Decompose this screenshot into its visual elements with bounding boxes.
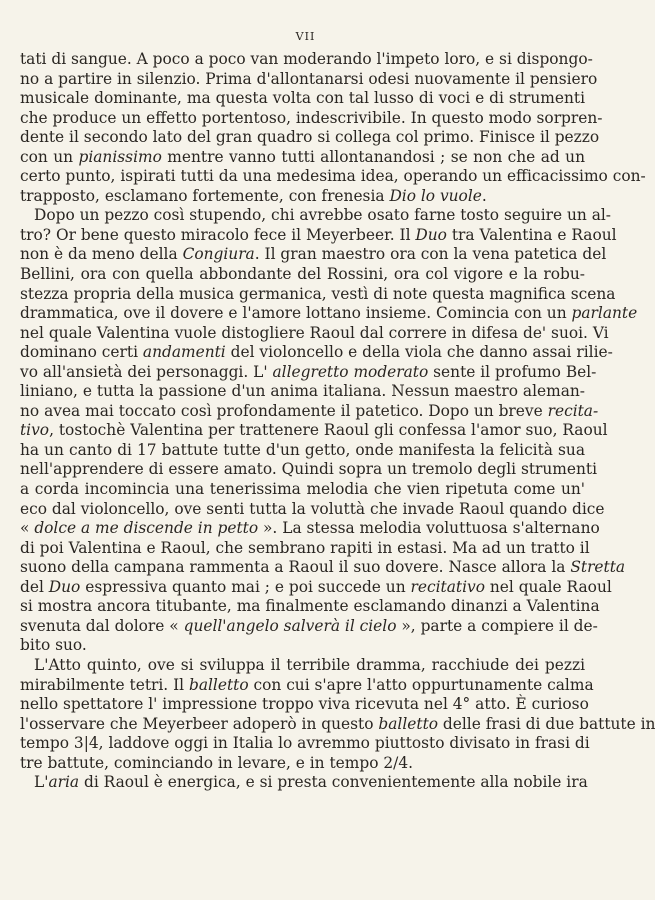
text-line [20,187,585,207]
text-line [20,773,588,793]
text-line [20,636,585,656]
text-line [20,538,590,559]
text-line [20,597,600,617]
text-line [20,148,585,168]
text-run: nello spettatore l' impressione troppo viva ricevuta nel 4° atto. È curioso [20,695,589,714]
text-run: , tostochè Valentina per trattenere Raoul gli confessa l'amor suo, Raoul [49,421,608,440]
text-line [20,421,608,441]
text-run: stezza propria della musica germanica, vestì di note questa magnifica scena [20,284,616,303]
text-line [20,675,594,696]
text-run: che produce un effetto portentoso, indescrivibile. In questo modo sorpren- [20,108,603,127]
text-line [20,362,597,383]
italic-term: Duo [415,225,447,244]
page-number: VII [295,30,316,43]
text-line [20,480,585,500]
text-run: no a partire in silenzio. Prima d'allontanarsi odesi nuovamente il pensiero [20,69,598,88]
text-run: del violoncello e della viola che danno assai rilie- [225,343,613,362]
text-run: trapposto, esclamano fortemente, con frenesia [20,186,390,205]
text-run: drammatica, ove il dovere e l'amore lottano insieme. Comincia con un [20,304,572,323]
italic-term: tivo [20,421,50,440]
text-line [20,519,600,539]
text-line [20,616,598,637]
text-line [20,167,646,187]
text-line [20,401,599,422]
text-line [20,577,612,598]
text-line [20,499,605,520]
text-run: non è da meno della [20,245,183,264]
text-run: L' [34,773,49,792]
italic-term: balletto [188,675,249,694]
italic-term: Dio lo vuole [389,186,482,205]
text-line [20,245,607,265]
text-line [20,108,603,129]
text-line [20,695,589,715]
text-line [20,265,585,285]
body-text [20,50,655,793]
text-line [20,206,612,226]
text-run: svenuta dal dolore « [20,616,184,635]
italic-term: Duo [48,577,81,596]
text-run: tro? Or bene questo miracolo fece il Meyerbeer. Il [20,225,416,244]
italic-term: balletto [378,714,439,733]
italic-term: recitativo [410,577,485,596]
text-line [20,656,585,676]
text-run: dominano certi [20,343,143,362]
text-run: con cui s'apre l'atto oppurtunamente calma [248,675,594,694]
text-line [20,69,598,90]
italic-term: dolce a me discende in petto [34,519,259,538]
text-run: « [20,519,35,538]
text-run: no avea mai toccato così profondamente il patetico. Dopo un breve [20,401,548,420]
text-run: vo all'ansietà dei personaggi. L' [20,362,273,381]
italic-term: pianissimo [78,147,162,166]
text-run: certo punto, ispirati tutti da una medesima idea, operando un efficacissimo con- [20,167,646,186]
italic-term: Congiura [182,245,255,264]
text-run: con un [20,147,79,166]
italic-term: andamenti [142,343,226,362]
text-run: nel quale Raoul [484,577,612,596]
text-run: L'Atto quinto, ove si sviluppa il terribile dramma, racchiude dei pezzi [34,655,585,674]
text-run: di poi Valentina e Raoul, che sembrano rapiti in estasi. Ma ad un tratto il [20,538,590,557]
text-line [20,558,626,578]
text-run: tra Valentina e Raoul [446,225,617,244]
text-line [20,284,616,305]
text-run: mirabilmente tetri. Il [20,675,189,694]
text-run: tempo 3|4, laddove oggi in Italia lo avremmo piuttosto divisato in frasi di [20,734,590,753]
text-run: suono della campana rammenta a Raoul il suo dovere. Nasce allora la [20,558,571,577]
text-line [20,754,585,774]
text-run: musicale dominante, ma questa volta con tal lusso di voci e di strumenti [20,89,585,108]
italic-term: quell'angelo salverà il cielo [183,616,397,635]
text-run: Dopo un pezzo così stupendo, chi avrebbe osato farne tosto seguire un al- [34,206,612,225]
text-line [20,304,638,324]
text-run: . [481,186,487,205]
italic-term: allegretto moderato [272,362,429,381]
text-run: del [20,577,49,596]
text-run: dente il secondo lato del gran quadro si collega col primo. Finisce il pezzo [20,128,600,147]
italic-term: recita- [547,401,599,420]
italic-term: Stretta [570,558,626,577]
text-run: nel quale Valentina vuole distogliere Raoul dal correre in difesa de' suoi. Vi [20,323,609,342]
text-run: ». La stessa melodia voluttuosa s'alternano [258,519,600,538]
text-line [20,343,613,363]
text-run: delle frasi di due battute in [438,714,655,733]
text-run: ha un canto di 17 battute tutte d'un getto, onde manifesta la felicità sua [20,440,585,459]
text-line [20,734,590,754]
text-run: sente il profumo Bel- [428,362,597,381]
text-run: l'osservare che Meyerbeer adoperò in questo [20,714,379,733]
text-line [20,714,655,735]
text-run: si mostra ancora titubante, ma finalmente esclamando dinanzi a Valentina [20,597,600,616]
text-run: . Il gran maestro ora con la vena patetica del [254,245,607,264]
text-run: mentre vanno tutti allontanandosi ; se non che ad un [161,147,585,166]
text-run: liniano, e tutta la passione d'un anima italiana. Nessun maestro aleman- [20,382,585,401]
text-run: espressiva quanto mai ; e poi succede un [80,577,411,596]
text-run: », parte a compiere il de- [396,616,598,635]
text-run: nell'apprendere di essere amato. Quindi sopra un tremolo degli strumenti [20,460,598,479]
text-run: tre battute, cominciando in levare, e in tempo 2/4. [20,753,414,772]
text-run: eco dal violoncello, ove senti tutta la voluttà che invade Raoul quando dice [20,499,605,518]
text-line [20,382,585,402]
italic-term: parlante [571,304,638,323]
text-run: di Raoul è energica, e si presta convenientemente alla nobile ira [79,773,588,792]
text-line [20,225,617,246]
text-run: Bellini, ora con quella abbondante del Rossini, ora col vigore e la robu- [20,265,585,284]
text-line [20,460,598,480]
text-run: a corda incomincia una tenerissima melodia che vien ripetuta come un' [20,480,585,499]
text-line [20,323,609,344]
text-line [20,441,585,461]
text-line [20,89,585,109]
italic-term: aria [48,773,80,792]
text-line [20,128,600,148]
text-line [20,50,593,70]
text-run: bito suo. [20,636,87,655]
text-run: tati di sangue. A poco a poco van moderando l'impeto loro, e si dispongo- [20,50,593,68]
